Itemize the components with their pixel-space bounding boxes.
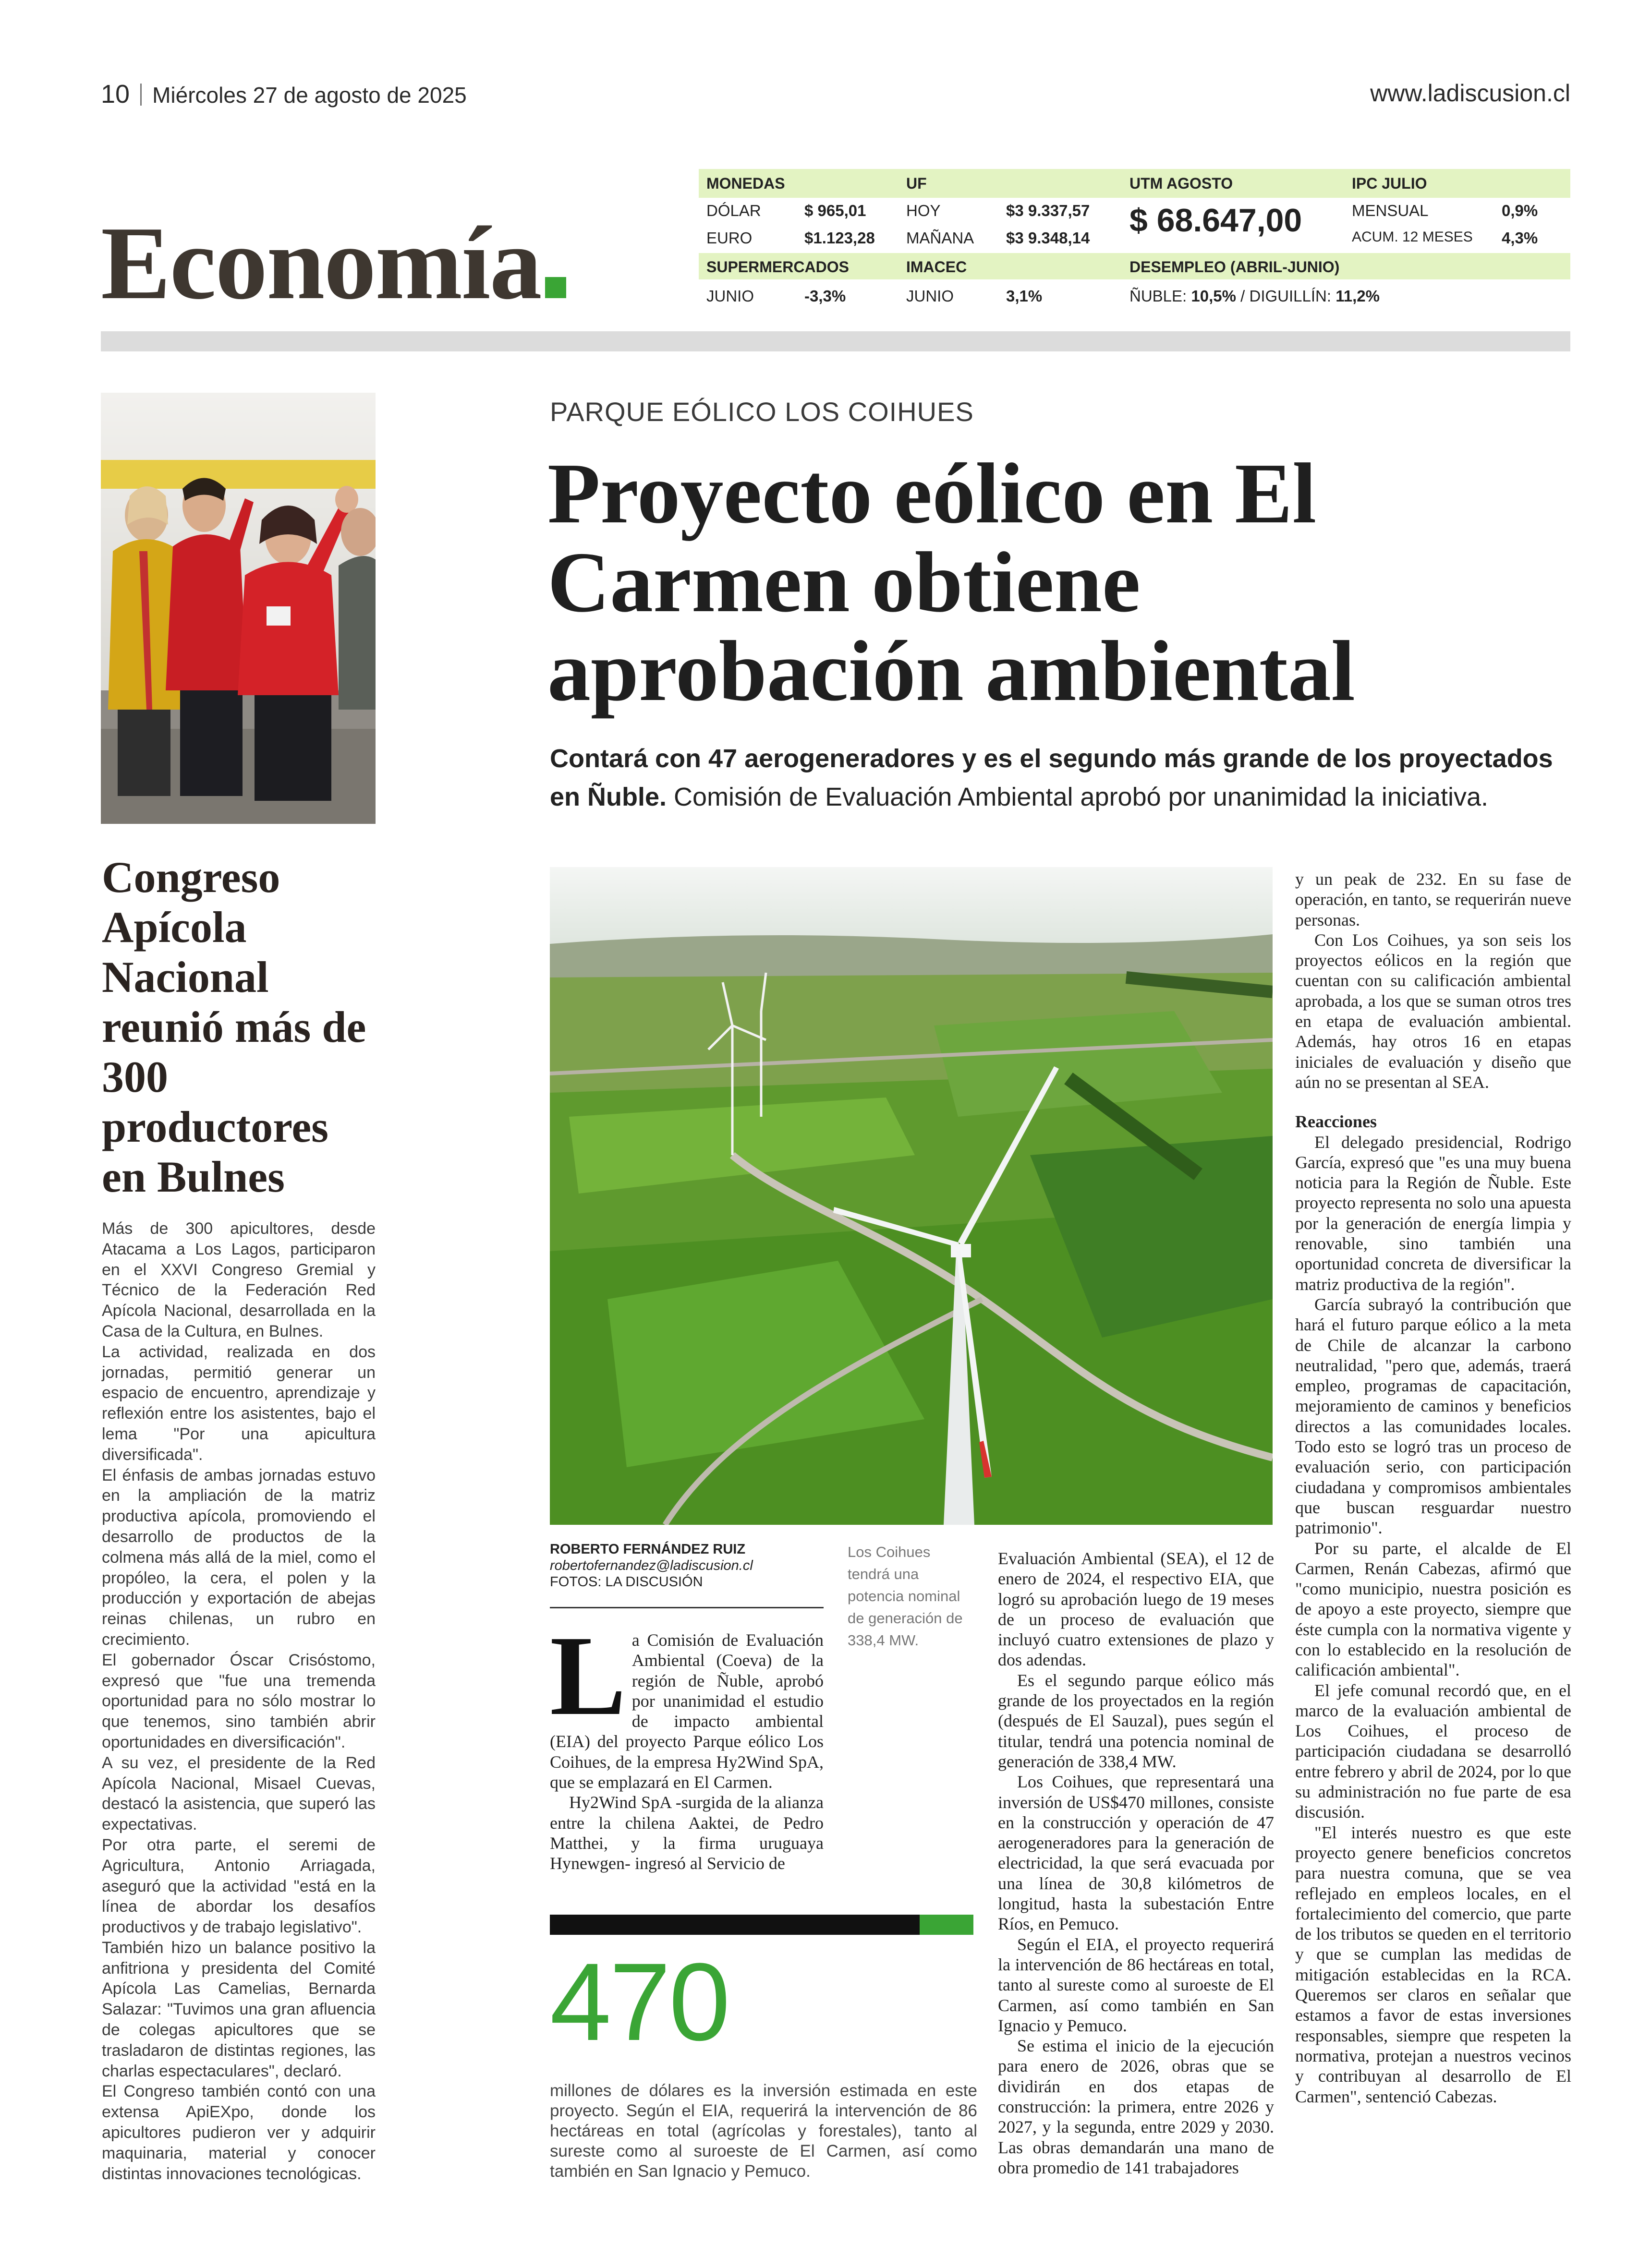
nuble-value: 10,5% (1191, 287, 1236, 305)
photo-credit: FOTOS: LA DISCUSIÓN (550, 1574, 703, 1590)
ipc-label: IPC JULIO (1352, 175, 1427, 192)
ipc-acum-label: ACUM. 12 MESES (1352, 229, 1473, 245)
article-paragraph: Evaluación Ambiental (SEA), el 12 de enero de 2024, el respectivo EIA, que logró su aprobación luego de 19 meses de un proceso de evaluación que incluyó cuatro extensiones de plazo y dos adendas. (998, 1549, 1274, 1670)
diguillin-value: 11,2% (1335, 287, 1380, 305)
article-paragraph: Con Los Coihues, ya son seis los proyectos eólicos en la región que cuentan con su calificación ambiental aprobada, a los que se suman otros tres en etapa de evaluación ambiental. Además, hay otros 16 en etapas iniciales de evaluación y diseño que aún no se presentan al SEA. (1295, 930, 1571, 1092)
highlight-number: 470 (550, 1940, 728, 2063)
edition-date: Miércoles 27 de agosto de 2025 (152, 83, 467, 108)
wind-farm-illustration (550, 867, 1273, 1525)
page-number: 10 (101, 80, 130, 109)
photo-caption: Los Coihues tendrá una potencia nominal de generación de 338,4 MW. (848, 1544, 963, 1649)
article-column-2 (998, 1548, 1274, 2178)
article-lede (550, 739, 1573, 816)
article-paragraph: Es el segundo parque eólico más grande de los proyectados en la región (después de El Sauzal), pues según el titular, tendrá una potencia nominal de generación de 338,4 MW. (998, 1670, 1274, 1771)
nuble-label: ÑUBLE: (1129, 287, 1187, 305)
highlight-bar-black (550, 1915, 920, 1935)
sidebar-paragraph: Más de 300 apicultores, desde Atacama a Los Lagos, participaron en el XXVI Congreso Gremial y Técnico de la Federación Red Apícola Nacional, desarrollada en la Casa de la Cultura, en Bulnes. (102, 1219, 376, 1340)
drop-cap: L (550, 1613, 626, 1739)
article-headline: Proyecto eólico en El Carmen obtiene aprobación ambiental (547, 446, 1355, 719)
article-paragraph: El jefe comunal recordó que, en el marco de la evaluación ambiental de Los Coihues, el proceso de participación ciudadana se desarrolló entre febrero y abril de 2024, por lo que su administración no fue parte de esa discusión. (1295, 1680, 1571, 1822)
article-paragraph: Hy2Wind SpA -surgida de la alianza entre la chilena Aaktei, de Pedro Matthei, y la firma uruguaya Hynewgen- ingresó al Servicio de (550, 1793, 824, 1873)
euro-label: EURO (706, 229, 753, 247)
highlight-bar-green (920, 1915, 973, 1935)
article-paragraph: y un peak de 232. En su fase de operación, en tanto, se requerirán nueve personas. (1295, 869, 1571, 929)
sidebar-paragraph: El énfasis de ambas jornadas estuvo en la ampliación de la matriz productiva apícola, promoviendo el desarrollo de productos de la colmena más allá de la miel, como el propóleo, la cera, el polen y la producción y exportación de abejas reinas chilenas, un rubro en crecimiento. (102, 1466, 376, 1649)
uf-manana-label: MAÑANA (906, 229, 974, 247)
sidebar-body (102, 1218, 376, 2184)
author-name: ROBERTO FERNÁNDEZ RUIZ (550, 1542, 746, 1557)
euro-value: $1.123,28 (804, 229, 875, 247)
sidebar-paragraph: También hizo un balance positivo la anfitriona y presidenta del Comité Apícola Las Camelias, Bernarda Salazar: "Tuvimos una gran afluencia de colegas apicultores que se trasladaron de distintas regiones, las charlas espectaculares", declaró. (102, 1938, 376, 2080)
lede-rest: Comisión de Evaluación Ambiental aprobó por unanimidad la iniciativa. (667, 783, 1489, 811)
uf-hoy-label: HOY (906, 202, 941, 219)
article-paragraph: Según el EIA, el proyecto requerirá la intervención de 86 hectáreas en total, tanto al sureste como al suroeste de El Carmen, así como también en San Ignacio y Pemuco. (998, 1934, 1274, 2035)
supermercados-label: SUPERMERCADOS (706, 258, 849, 276)
imacec-label: IMACEC (906, 258, 967, 276)
dolar-label: DÓLAR (706, 202, 761, 219)
byline (550, 1541, 824, 1590)
sidebar-paragraph: La actividad, realizada en dos jornadas, permitió generar un espacio de encuentro, aprendizaje y reflexión entre los asistentes, bajo el lema "Por una apicultura diversificada". (102, 1342, 376, 1464)
section-green-square (545, 277, 566, 298)
section-divider-bar (101, 331, 1570, 351)
byline-rule (550, 1607, 824, 1608)
utm-label: UTM AGOSTO (1129, 175, 1233, 192)
article-paragraph: Por su parte, el alcalde de El Carmen, Renán Cabezas, afirmó que "como municipio, nuestra posición es de apoyo a este proyecto, siempre que éste cumpla con la normativa vigente y con lo establecido en la resolución de calificación ambiental". (1295, 1538, 1571, 1680)
uf-label: UF (906, 175, 927, 192)
article-column-3 (1295, 869, 1571, 2107)
article-kicker: PARQUE EÓLICO LOS COIHUES (550, 397, 974, 427)
reacciones-subhead: Reacciones (1295, 1112, 1377, 1132)
article-first-paragraph-text: a Comisión de Evaluación Ambiental (Coeva) de la región de Ñuble, aprobó por unanimidad el estudio de impacto ambiental (EIA) del proyecto Parque eólico Los Coihues, de la empresa Hy2Wind SpA, que se emplazará en El Carmen. (550, 1630, 824, 1792)
ipc-mensual-value: 0,9% (1502, 202, 1538, 219)
lede-bold: Contará con 47 aerogeneradores y es el segundo más grande de los proyectados en Ñuble. (550, 744, 1553, 811)
diguillin-label: DIGUILLÍN: (1249, 287, 1332, 305)
uf-manana-value: $3 9.348,14 (1006, 229, 1090, 247)
author-email[interactable]: robertofernandez@ladiscusion.cl (550, 1558, 753, 1573)
article-paragraph: "El interés nuestro es que este proyecto genere beneficios concretos para nuestra comuna, que se vea reflejado en empleos locales, en el fortalecimiento del comercio, que parte de los tributos se queden en el territorio y que se cumplan las medidas de mitigación establecidas en la RCA. Queremos ser claros en señalar que estamos a favor de estas inversiones responsables, siempre que respeten la normativa, protejan a nuestros vecinos y contribuyan al desarrollo de El Carmen", sentenció Cabezas. (1295, 1822, 1571, 2106)
imacec-period: JUNIO (906, 287, 954, 305)
sidebar-paragraph: Por otra parte, el seremi de Agricultura, Antonio Arriagada, aseguró que la actividad "está en la línea de abordar los desafíos productivos y de trabajo legislativo". (102, 1835, 376, 1937)
congress-photo-illustration (101, 393, 376, 824)
article-paragraph: El delegado presidencial, Rodrigo García, expresó que "es una muy buena noticia para la Región de Ñuble. Este proyecto representa no solo una apuesta por la generación de energía limpia y renovable, sino también una oportunidad concreta de diversificar la matriz productiva de la región". (1295, 1132, 1571, 1294)
article-paragraph: Se estima el inicio de la ejecución para enero de 2026, obras que se dividirán en dos etapas de construcción: la primera, entre 2026 y 2027, y la segunda, entre 2029 y 2030. Las obras demandarán una mano de obra promedio de 141 trabajadores (998, 2036, 1274, 2177)
desempleo-label: DESEMPLEO (ABRIL-JUNIO) (1129, 258, 1340, 276)
website-link[interactable]: www.ladiscusion.cl (1370, 80, 1570, 107)
ipc-acum-value: 4,3% (1502, 229, 1538, 247)
congress-photo (101, 393, 376, 824)
desempleo-separator: / (1240, 287, 1245, 305)
sidebar-paragraph: A su vez, el presidente de la Red Apícola Nacional, Misael Cuevas, destacó la asistencia, que superó las expectativas. (102, 1753, 376, 1834)
supermercados-value: -3,3% (804, 287, 846, 305)
sidebar-headline: Congreso Apícola Nacional reunió más de 300 productores en Bulnes (102, 853, 366, 1201)
article-first-paragraph (550, 1613, 824, 1792)
article-paragraph: García subrayó la contribución que hará el futuro parque eólico a la meta de Chile de alcanzar la carbono neutralidad, "pero que, además, traerá empleo, programas de capacitación, mejoramiento de caminos y beneficios directos a las comunidades locales. Todo esto se logró tras un proceso de evaluación serio, con participación ciudadana y compromisos ambientales que buscan resguardar nuestro patrimonio". (1295, 1294, 1571, 1538)
sidebar-paragraph: El Congreso también contó con una extensa ApiEXpo, donde los apicultores pudieron ver y adquirir maquinaria, material y conocer distintas innovaciones tecnológicas. (102, 2082, 376, 2183)
economic-indicators (699, 169, 1570, 313)
highlight-text: millones de dólares es la inversión estimada en este proyecto. Según el EIA, requerirá la intervención de 86 hectáreas en total (agrícolas y forestales), tanto al sureste como al suroeste de El Carmen, así como también en San Ignacio y Pemuco. (550, 2081, 977, 2181)
section-title-text: Economía (101, 205, 541, 321)
dolar-value: $ 965,01 (804, 202, 866, 219)
ipc-mensual-label: MENSUAL (1352, 202, 1429, 219)
utm-value: $ 68.647,00 (1129, 202, 1302, 239)
monedas-label: MONEDAS (706, 175, 785, 192)
wind-farm-photo (550, 867, 1273, 1525)
imacec-value: 3,1% (1006, 287, 1043, 305)
sidebar-paragraph: El gobernador Óscar Crisóstomo, expresó que "fue una tremenda oportunidad para no sólo mostrar lo que tenemos, sino también abrir oportunidades en diversificación". (102, 1651, 376, 1751)
supermercados-period: JUNIO (706, 287, 754, 305)
section-title (101, 205, 566, 321)
page-header (101, 79, 467, 109)
desempleo-values (1129, 287, 1380, 305)
header-separator (140, 84, 142, 106)
article-column-1 (550, 1613, 824, 1874)
article-paragraph: Los Coihues, que representará una inversión de US$470 millones, consiste en la construcción y operación de 47 aerogeneradores para la generación de electricidad, la que será evacuada por una línea de 30,8 kilómetros de longitud, hasta la subestación Entre Ríos, en Pemuco. (998, 1772, 1274, 1934)
uf-hoy-value: $3 9.337,57 (1006, 202, 1090, 219)
